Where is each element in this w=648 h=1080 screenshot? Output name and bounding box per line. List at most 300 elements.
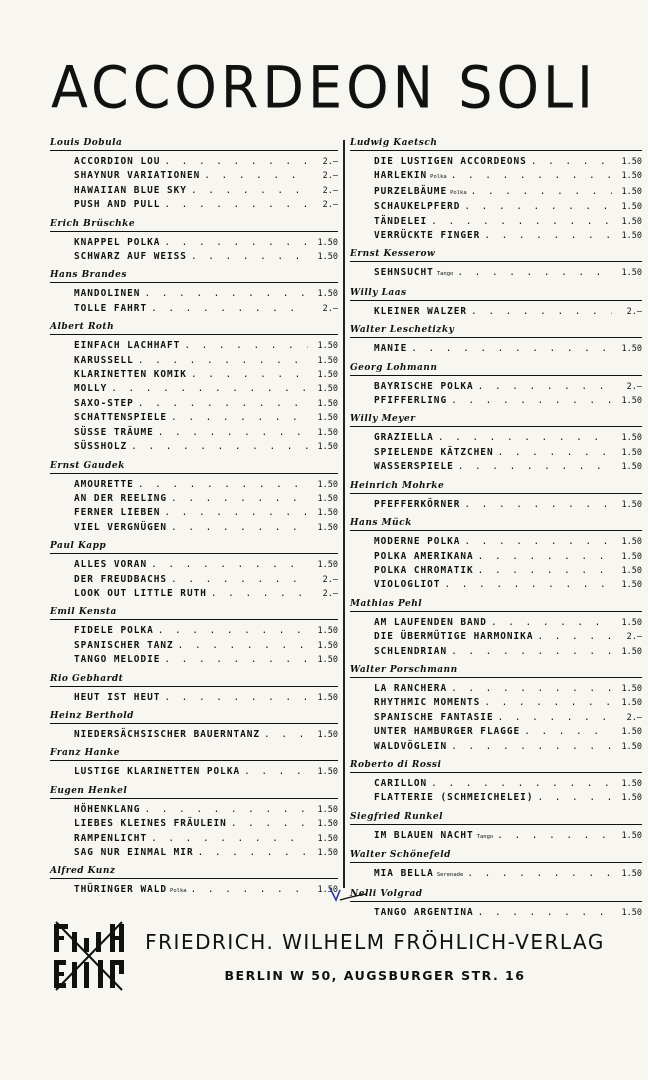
- leader-dots: [131, 440, 308, 454]
- piece-title: DER FREUDBACHS: [74, 573, 168, 585]
- piece-entry: [350, 616, 642, 630]
- leader-dots: [184, 339, 308, 353]
- leader-dots: [464, 200, 612, 214]
- piece-entry: [50, 236, 338, 250]
- leader-dots: [138, 354, 308, 368]
- piece-price: 1.50: [621, 202, 642, 213]
- right-column: [350, 138, 642, 920]
- composer-name: Ludwig Kaetsch: [350, 138, 642, 151]
- piece-price: 1.50: [317, 370, 338, 381]
- piece-title: KNAPPEL POLKA: [74, 236, 161, 248]
- piece-entry: [350, 578, 642, 592]
- piece-entry: [350, 550, 642, 564]
- leader-dots: [158, 624, 308, 638]
- piece-entry: [50, 184, 338, 198]
- publisher-name: FRIEDRICH. WILHELM FRÖHLICH-VERLAG: [145, 930, 605, 954]
- piece-entry: [350, 777, 642, 791]
- piece-title: SÜSSHOLZ: [74, 441, 128, 453]
- leader-dots: [151, 558, 308, 572]
- composer-name: Siegfried Runkel: [350, 812, 642, 825]
- leader-dots: [531, 155, 612, 169]
- leader-dots: [164, 198, 308, 212]
- leader-dots: [484, 696, 612, 710]
- piece-price: 2.—: [322, 171, 338, 182]
- piece-price: 1.50: [317, 442, 338, 453]
- composer-name: Heinrich Mohrke: [350, 481, 642, 494]
- piece-entry: [50, 573, 338, 587]
- composer-name: Walter Leschetizky: [350, 325, 642, 338]
- piece-price: 1.50: [621, 231, 642, 242]
- composer-name: Rio Gebhardt: [50, 674, 338, 687]
- piece-entry: [350, 645, 642, 659]
- piece-price: 1.50: [621, 396, 642, 407]
- publisher-address: BERLIN W 50, AUGSBURGER STR. 16: [224, 968, 526, 983]
- piece-title: TÄNDELEI: [374, 215, 428, 227]
- piece-price: 1.50: [621, 698, 642, 709]
- leader-dots: [244, 765, 308, 779]
- piece-title: HARLEKIN: [374, 170, 428, 182]
- piece-title: SCHAUKELPFERD: [374, 201, 461, 213]
- piece-entry: [50, 506, 338, 520]
- leader-dots: [478, 380, 612, 394]
- piece-price: 1.50: [317, 493, 338, 504]
- piece-entry: [350, 394, 642, 408]
- piece-title: RAMPENLICHT: [74, 832, 148, 844]
- piece-title: SPIELENDE KÄTZCHEN: [374, 446, 494, 458]
- piece-title: SPANISCHE FANTASIE: [374, 711, 494, 723]
- piece-price: 1.50: [317, 427, 338, 438]
- leader-dots: [111, 382, 308, 396]
- piece-entry: [350, 446, 642, 460]
- piece-entry: [350, 305, 642, 319]
- piece-title: AM LAUFENDEN BAND: [374, 616, 487, 628]
- piece-entry: [350, 791, 642, 805]
- piece-price: 1.50: [621, 268, 642, 279]
- piece-title: MANDOLINEN: [74, 288, 141, 300]
- piece-entry: [350, 169, 642, 184]
- piece-title: PUSH AND PULL: [74, 199, 161, 211]
- piece-title: SCHLENDRIAN: [374, 645, 448, 657]
- piece-entry: [50, 587, 338, 601]
- pencil-mark-icon: [328, 882, 368, 906]
- composer-group: [50, 219, 338, 265]
- composer-name: Hans Brandes: [50, 270, 338, 283]
- piece-title: KLEINER WALZER: [374, 305, 468, 317]
- piece-title: MOLLY: [74, 383, 108, 395]
- leader-dots: [458, 460, 612, 474]
- composer-name: Erich Brüschke: [50, 219, 338, 232]
- piece-entry: [50, 302, 338, 316]
- piece-entry: [350, 535, 642, 549]
- piece-price: 1.50: [317, 885, 338, 896]
- leader-dots: [144, 287, 308, 301]
- piece-title: PFEFFERKÖRNER: [374, 498, 461, 510]
- leader-dots: [211, 587, 308, 601]
- leader-dots: [451, 169, 612, 183]
- piece-title: SHAYNUR VARIATIONEN: [74, 170, 201, 182]
- column-divider: [343, 140, 345, 888]
- leader-dots: [171, 492, 308, 506]
- piece-title: ALLES VORAN: [74, 559, 148, 571]
- piece-entry: [50, 883, 338, 898]
- composer-group: [50, 674, 338, 705]
- piece-entry: [350, 460, 642, 474]
- piece-price: 1.50: [317, 398, 338, 409]
- piece-entry: [50, 287, 338, 301]
- composer-name: Mathias Pehl: [350, 599, 642, 612]
- composer-name: Willy Laas: [350, 288, 642, 301]
- composer-group: [350, 850, 642, 882]
- piece-price: 1.50: [317, 237, 338, 248]
- piece-price: 1.50: [621, 580, 642, 591]
- leader-dots: [471, 305, 612, 319]
- piece-entry: [50, 198, 338, 212]
- piece-price: 1.50: [621, 741, 642, 752]
- composer-group: [50, 270, 338, 316]
- composer-group: [350, 760, 642, 806]
- piece-entry: [50, 817, 338, 831]
- piece-price: 1.50: [621, 830, 642, 841]
- piece-entry: [50, 558, 338, 572]
- piece-title: ACCORDION LOU: [74, 156, 161, 167]
- composer-name: Louis Dobula: [50, 138, 338, 151]
- leader-dots: [164, 236, 308, 250]
- page-title: ACCORDEON SOLI: [51, 53, 597, 122]
- composer-group: [50, 541, 338, 601]
- piece-entry: [350, 185, 642, 200]
- composer-name: Roberto di Rossi: [350, 760, 642, 773]
- leader-dots: [498, 711, 612, 725]
- piece-entry: [350, 200, 642, 214]
- piece-entry: [50, 368, 338, 382]
- piece-price: 1.50: [621, 216, 642, 227]
- piece-title: LUSTIGE KLARINETTEN POLKA: [74, 766, 241, 778]
- leader-dots: [138, 397, 308, 411]
- piece-title: SAXO-STEP: [74, 397, 134, 409]
- piece-entry: [350, 711, 642, 725]
- piece-entry: [50, 382, 338, 396]
- piece-title: AMOURETTE: [74, 478, 134, 490]
- composer-name: Heinz Berthold: [50, 711, 338, 724]
- piece-title: FLATTERIE (SCHMEICHELEI): [374, 792, 534, 804]
- composer-group: [350, 363, 642, 409]
- leader-dots: [451, 645, 612, 659]
- piece-entry: [50, 832, 338, 846]
- piece-entry: [50, 691, 338, 705]
- piece-price: 1.50: [317, 413, 338, 424]
- piece-note: Polka: [170, 888, 187, 895]
- leader-dots: [191, 250, 308, 264]
- piece-price: 1.50: [317, 655, 338, 666]
- piece-price: 1.50: [621, 447, 642, 458]
- piece-price: 1.50: [317, 522, 338, 533]
- composer-group: [50, 607, 338, 667]
- composer-group: [350, 599, 642, 659]
- piece-price: 1.50: [621, 617, 642, 628]
- composer-name: Ernst Gaudek: [50, 461, 338, 474]
- piece-entry: [350, 229, 642, 243]
- leader-dots: [444, 578, 612, 592]
- leader-dots: [191, 368, 308, 382]
- piece-entry: [350, 682, 642, 696]
- piece-entry: [50, 426, 338, 440]
- piece-title: FIDELE POLKA: [74, 625, 154, 637]
- composer-group: [350, 138, 642, 243]
- leader-dots: [471, 185, 612, 199]
- piece-price: 1.50: [621, 344, 642, 355]
- piece-note: Tango: [476, 833, 494, 840]
- leader-dots: [198, 846, 308, 860]
- piece-title: HEUT IST HEUT: [74, 691, 161, 703]
- piece-price: 1.50: [621, 433, 642, 444]
- piece-entry: [50, 639, 338, 653]
- piece-price: 1.50: [621, 462, 642, 473]
- piece-price: 1.50: [317, 767, 338, 778]
- leader-dots: [457, 266, 612, 280]
- piece-price: 1.50: [621, 683, 642, 694]
- piece-entry: [50, 846, 338, 860]
- piece-title: SÜSSE TRÄUME: [74, 426, 154, 438]
- piece-entry: [350, 829, 642, 844]
- piece-price: 1.50: [621, 186, 642, 197]
- piece-title: TANGO ARGENTINA: [374, 906, 474, 918]
- leader-dots: [411, 342, 612, 356]
- leader-dots: [431, 215, 612, 229]
- piece-title: TOLLE FAHRT: [74, 302, 148, 314]
- composer-group: [50, 461, 338, 536]
- piece-title: MIA BELLA: [374, 868, 434, 880]
- piece-entry: [350, 155, 642, 169]
- piece-price: 1.50: [317, 692, 338, 703]
- piece-entry: [50, 250, 338, 264]
- leader-dots: [484, 229, 612, 243]
- piece-price: 1.50: [621, 727, 642, 738]
- piece-price: 1.50: [317, 833, 338, 844]
- composer-group: [350, 325, 642, 356]
- leader-dots: [464, 535, 612, 549]
- piece-price: 2.—: [322, 588, 338, 599]
- piece-entry: [350, 215, 642, 229]
- leader-dots: [144, 803, 308, 817]
- piece-note: Polka: [430, 174, 447, 181]
- piece-price: 1.50: [317, 341, 338, 352]
- leader-dots: [171, 573, 308, 587]
- piece-price: 1.50: [621, 499, 642, 510]
- piece-price: 2.—: [322, 200, 338, 211]
- composer-name: Walter Schönefeld: [350, 850, 642, 863]
- piece-price: 1.50: [317, 252, 338, 263]
- composer-group: [350, 518, 642, 593]
- piece-price: 2.—: [322, 303, 338, 314]
- piece-entry: [50, 728, 338, 742]
- piece-title: SEHNSUCHT: [374, 267, 434, 279]
- piece-entry: [50, 155, 338, 169]
- composer-group: [50, 138, 338, 213]
- piece-price: 1.50: [621, 171, 642, 182]
- piece-price: 1.50: [621, 793, 642, 804]
- piece-entry: [50, 492, 338, 506]
- piece-entry: [350, 498, 642, 512]
- piece-price: 2.—: [626, 712, 642, 723]
- leader-dots: [431, 777, 612, 791]
- left-column: [50, 138, 338, 899]
- composer-group: [350, 889, 642, 920]
- leader-dots: [164, 506, 308, 520]
- composer-name: Hans Mück: [350, 518, 642, 531]
- leader-dots: [451, 740, 612, 754]
- composer-group: [50, 748, 338, 779]
- piece-price: 1.50: [317, 508, 338, 519]
- piece-title: GRAZIELLA: [374, 432, 434, 444]
- piece-title: SPANISCHER TANZ: [74, 639, 174, 651]
- piece-entry: [50, 169, 338, 183]
- piece-entry: [350, 740, 642, 754]
- piece-price: 1.50: [621, 778, 642, 789]
- composer-group: [50, 786, 338, 861]
- piece-price: 2.—: [626, 632, 642, 643]
- piece-entry: [350, 630, 642, 644]
- piece-note: Serenade: [436, 872, 464, 879]
- piece-entry: [50, 653, 338, 667]
- leader-dots: [178, 639, 308, 653]
- piece-title: WASSERSPIELE: [374, 461, 454, 473]
- composer-name: Georg Lohmann: [350, 363, 642, 376]
- piece-price: 1.50: [317, 289, 338, 300]
- piece-title: SCHWARZ AUF WEISS: [74, 251, 187, 263]
- piece-price: 2.—: [322, 157, 338, 167]
- piece-price: 1.50: [621, 869, 642, 880]
- piece-entry: [50, 397, 338, 411]
- leader-dots: [491, 616, 612, 630]
- piece-title: DIE ÜBERMÜTIGE HARMONIKA: [374, 631, 534, 643]
- piece-price: 1.50: [317, 560, 338, 571]
- leader-dots: [467, 867, 612, 881]
- piece-title: VIEL VERGNÜGEN: [74, 521, 168, 533]
- piece-title: KARUSSELL: [74, 354, 134, 366]
- piece-entry: [50, 354, 338, 368]
- leader-dots: [497, 829, 612, 843]
- leader-dots: [191, 883, 308, 897]
- piece-title: VERRÜCKTE FINGER: [374, 230, 481, 242]
- piece-title: MODERNE POLKA: [374, 536, 461, 548]
- piece-title: SAG NUR EINMAL MIR: [74, 847, 194, 858]
- piece-note: Polka: [450, 189, 467, 196]
- piece-price: 2.—: [322, 574, 338, 585]
- piece-title: IM BLAUEN NACHT: [374, 829, 474, 841]
- leader-dots: [451, 394, 612, 408]
- piece-title: POLKA CHROMATIK: [374, 564, 474, 576]
- piece-price: 1.50: [317, 819, 338, 830]
- piece-price: 1.50: [317, 640, 338, 651]
- leader-dots: [537, 630, 612, 644]
- piece-title: THÜRINGER WALD: [74, 884, 168, 896]
- piece-title: DIE LUSTIGEN ACCORDEONS: [374, 156, 527, 167]
- piece-entry: [50, 765, 338, 779]
- piece-title: FERNER LIEBEN: [74, 507, 161, 519]
- piece-entry: [350, 696, 642, 710]
- piece-price: 1.50: [317, 804, 338, 815]
- piece-entry: [350, 906, 642, 920]
- leader-dots: [191, 184, 308, 198]
- piece-entry: [50, 411, 338, 425]
- leader-dots: [171, 411, 308, 425]
- piece-title: HÖHENKLANG: [74, 803, 141, 815]
- piece-entry: [50, 624, 338, 638]
- leader-dots: [478, 906, 612, 920]
- composer-group: [350, 249, 642, 281]
- piece-price: 1.50: [317, 729, 338, 740]
- leader-dots: [164, 691, 308, 705]
- leader-dots: [451, 682, 612, 696]
- composer-name: Ernst Kesserow: [350, 249, 642, 262]
- composer-name: Eugen Henkel: [50, 786, 338, 799]
- piece-entry: [350, 266, 642, 281]
- composer-group: [50, 866, 338, 898]
- composer-name: Nelli Volgrad: [350, 889, 642, 902]
- leader-dots: [151, 302, 308, 316]
- piece-price: 1.50: [317, 626, 338, 637]
- leader-dots: [151, 832, 308, 846]
- composer-group: [350, 812, 642, 844]
- piece-price: 1.50: [317, 355, 338, 366]
- leader-dots: [231, 817, 308, 831]
- piece-title: UNTER HAMBURGER FLAGGE: [374, 726, 521, 738]
- piece-entry: [350, 867, 642, 882]
- leader-dots: [171, 521, 308, 535]
- piece-title: POLKA AMERIKANA: [374, 550, 474, 562]
- piece-entry: [50, 803, 338, 817]
- piece-entry: [350, 431, 642, 445]
- leader-dots: [438, 431, 612, 445]
- piece-price: 2.—: [322, 185, 338, 196]
- piece-price: 1.50: [317, 384, 338, 395]
- leader-dots: [537, 791, 612, 805]
- piece-price: 1.50: [621, 551, 642, 562]
- leader-dots: [498, 446, 612, 460]
- composer-group: [50, 711, 338, 742]
- composer-group: [350, 414, 642, 474]
- piece-note: Tango: [436, 271, 454, 278]
- piece-title: HAWAIIAN BLUE SKY: [74, 184, 187, 196]
- piece-entry: [350, 380, 642, 394]
- piece-price: 1.50: [621, 157, 642, 167]
- piece-title: MANIE: [374, 343, 408, 355]
- piece-entry: [50, 440, 338, 454]
- composer-name: Emil Kensta: [50, 607, 338, 620]
- leader-dots: [478, 550, 612, 564]
- piece-title: RHYTHMIC MOMENTS: [374, 697, 481, 709]
- leader-dots: [138, 478, 308, 492]
- leader-dots: [204, 169, 308, 183]
- piece-title: PFIFFERLING: [374, 395, 448, 407]
- piece-entry: [350, 725, 642, 739]
- piece-title: KLARINETTEN KOMIK: [74, 369, 187, 381]
- piece-title: BAYRISCHE POLKA: [374, 380, 474, 392]
- piece-entry: [50, 478, 338, 492]
- piece-title: LA RANCHERA: [374, 682, 448, 694]
- piece-entry: [50, 521, 338, 535]
- piece-price: 1.50: [621, 646, 642, 657]
- composer-name: Paul Kapp: [50, 541, 338, 554]
- piece-title: NIEDERSÄCHSISCHER BAUERNTANZ: [74, 728, 261, 740]
- piece-price: 1.50: [621, 537, 642, 548]
- leader-dots: [264, 728, 308, 742]
- leader-dots: [524, 725, 612, 739]
- piece-title: LOOK OUT LITTLE RUTH: [74, 587, 207, 599]
- piece-entry: [350, 342, 642, 356]
- composer-name: Alfred Kunz: [50, 866, 338, 879]
- piece-entry: [50, 339, 338, 353]
